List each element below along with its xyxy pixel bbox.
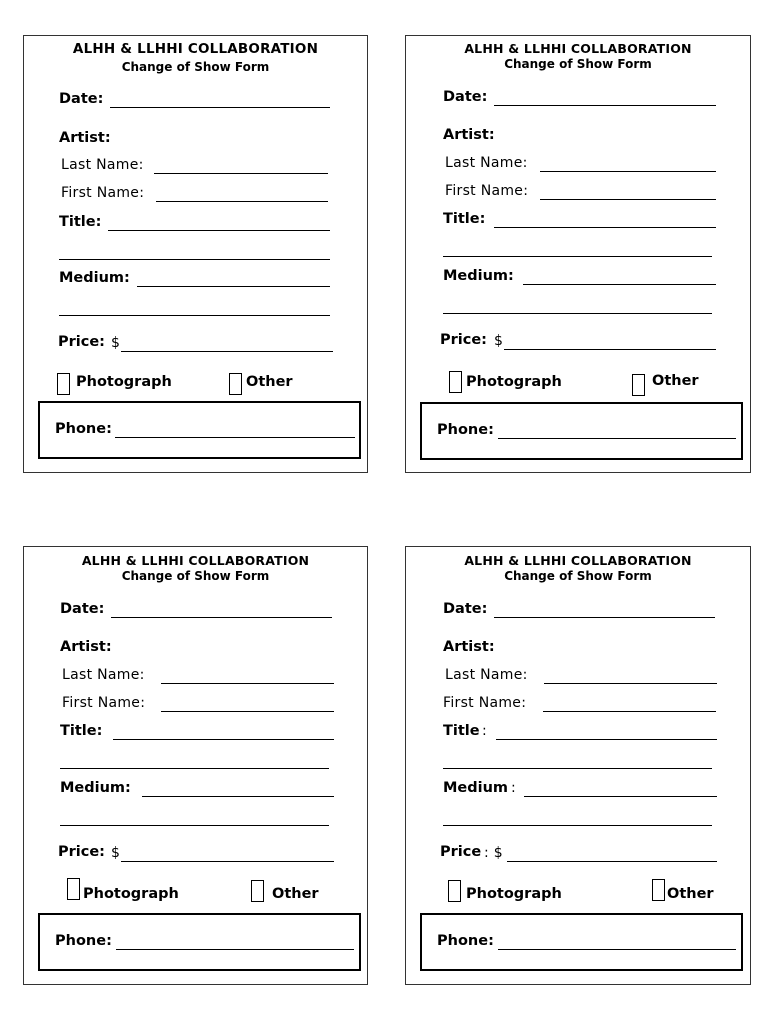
medium-field[interactable]	[523, 284, 716, 285]
last-name-label: Last Name:	[445, 155, 528, 171]
medium-field-line-2[interactable]	[443, 313, 712, 314]
price-label: Price:	[58, 844, 105, 860]
date-label: Date:	[60, 601, 105, 617]
last-name-label: Last Name:	[62, 667, 145, 683]
last-name-field[interactable]	[544, 683, 717, 684]
date-label: Date:	[443, 89, 488, 105]
other-label: Other	[246, 374, 293, 390]
phone-box	[38, 913, 361, 971]
change-of-show-form-4	[405, 546, 751, 985]
phone-box	[420, 913, 743, 971]
last-name-field[interactable]	[161, 683, 334, 684]
price-label: Price	[440, 844, 482, 860]
phone-label: Phone:	[437, 422, 494, 438]
first-name-field[interactable]	[156, 201, 328, 202]
title-label: Title	[443, 723, 480, 739]
other-checkbox[interactable]	[632, 374, 645, 396]
photograph-label: Photograph	[83, 886, 179, 902]
phone-field[interactable]	[116, 949, 354, 950]
title-field[interactable]	[113, 739, 334, 740]
change-of-show-form-2	[405, 35, 751, 473]
photograph-label: Photograph	[76, 374, 172, 390]
medium-field-line-2[interactable]	[60, 825, 329, 826]
form-subtitle: Change of Show Form	[121, 60, 270, 74]
photograph-checkbox[interactable]	[449, 371, 462, 393]
change-of-show-form-3	[23, 546, 368, 985]
title-field-line-2[interactable]	[443, 768, 712, 769]
phone-field[interactable]	[498, 949, 736, 950]
form-title: ALHH & LLHHI COLLABORATION	[464, 41, 692, 56]
phone-field[interactable]	[498, 438, 736, 439]
title-field[interactable]	[108, 230, 330, 231]
title-label: Title:	[443, 211, 486, 227]
form-title: ALHH & LLHHI COLLABORATION	[72, 41, 319, 57]
price-field[interactable]	[507, 861, 717, 862]
other-checkbox[interactable]	[251, 880, 264, 902]
medium-field[interactable]	[142, 796, 334, 797]
form-title: ALHH & LLHHI COLLABORATION	[464, 553, 692, 568]
title-field[interactable]	[496, 739, 717, 740]
title-field-line-2[interactable]	[443, 256, 712, 257]
title-field[interactable]	[494, 227, 716, 228]
medium-label: Medium:	[443, 268, 514, 284]
first-name-label: First Name:	[445, 183, 529, 199]
first-name-label: First Name:	[62, 695, 146, 711]
phone-field[interactable]	[115, 437, 355, 438]
title-label: Title:	[59, 214, 102, 230]
price-currency: $	[111, 845, 121, 861]
photograph-checkbox[interactable]	[448, 880, 461, 902]
other-label: Other	[652, 373, 699, 389]
medium-colon: :	[511, 780, 517, 796]
phone-label: Phone:	[55, 421, 112, 437]
other-checkbox[interactable]	[652, 879, 665, 901]
medium-field-line-2[interactable]	[443, 825, 712, 826]
first-name-label: First Name:	[61, 185, 145, 201]
phone-label: Phone:	[437, 933, 494, 949]
phone-box	[38, 401, 361, 459]
price-currency: $	[111, 335, 121, 351]
artist-label: Artist:	[60, 639, 112, 655]
medium-field-line-2[interactable]	[59, 315, 330, 316]
title-field-line-2[interactable]	[59, 259, 330, 260]
price-field[interactable]	[504, 349, 716, 350]
photograph-checkbox[interactable]	[57, 373, 70, 395]
date-field[interactable]	[111, 617, 332, 618]
photograph-label: Photograph	[466, 374, 562, 390]
phone-label: Phone:	[55, 933, 112, 949]
change-of-show-form-1	[23, 35, 368, 473]
medium-label: Medium:	[60, 780, 131, 796]
artist-label: Artist:	[443, 127, 495, 143]
medium-label: Medium	[443, 780, 509, 796]
artist-label: Artist:	[443, 639, 495, 655]
date-field[interactable]	[494, 105, 716, 106]
price-currency: : $	[484, 845, 503, 861]
other-checkbox[interactable]	[229, 373, 242, 395]
last-name-field[interactable]	[540, 171, 716, 172]
medium-field[interactable]	[137, 286, 330, 287]
price-field[interactable]	[121, 861, 334, 862]
last-name-label: Last Name:	[445, 667, 528, 683]
price-currency: $	[494, 333, 504, 349]
date-label: Date:	[443, 601, 488, 617]
title-field-line-2[interactable]	[60, 768, 329, 769]
form-subtitle: Change of Show Form	[504, 569, 652, 583]
form-subtitle: Change of Show Form	[504, 57, 652, 71]
last-name-field[interactable]	[154, 173, 328, 174]
first-name-field[interactable]	[543, 711, 716, 712]
last-name-label: Last Name:	[61, 157, 144, 173]
other-label: Other	[272, 886, 319, 902]
form-title: ALHH & LLHHI COLLABORATION	[81, 553, 310, 568]
price-field[interactable]	[121, 351, 333, 352]
date-field[interactable]	[494, 617, 715, 618]
first-name-label: First Name:	[443, 695, 527, 711]
title-colon: :	[482, 723, 488, 739]
date-field[interactable]	[110, 107, 330, 108]
price-label: Price:	[440, 332, 487, 348]
first-name-field[interactable]	[161, 711, 334, 712]
artist-label: Artist:	[59, 130, 111, 146]
photograph-checkbox[interactable]	[67, 878, 80, 900]
photograph-label: Photograph	[466, 886, 562, 902]
form-subtitle: Change of Show Form	[121, 569, 270, 583]
other-label: Other	[667, 886, 714, 902]
medium-label: Medium:	[59, 270, 130, 286]
date-label: Date:	[59, 91, 104, 107]
phone-box	[420, 402, 743, 460]
title-label: Title:	[60, 723, 103, 739]
medium-field[interactable]	[524, 796, 717, 797]
first-name-field[interactable]	[540, 199, 716, 200]
price-label: Price:	[58, 334, 105, 350]
